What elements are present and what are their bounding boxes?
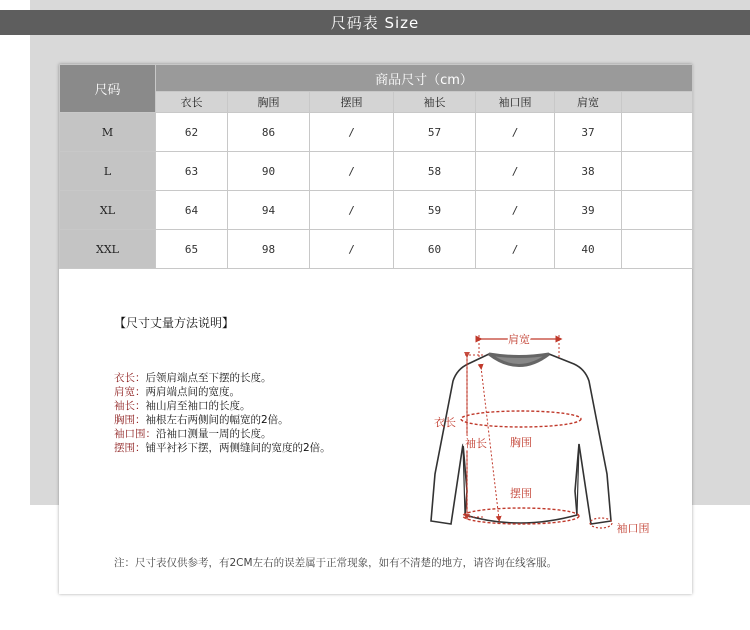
size-label: M xyxy=(60,113,156,152)
instruction-label: 胸围： xyxy=(114,414,146,426)
table-cell: 39 xyxy=(555,191,622,230)
table-cell: / xyxy=(476,191,555,230)
diagram-label-shoulder: 肩宽 xyxy=(508,333,530,346)
instructions-list xyxy=(114,371,404,455)
table-cell: 64 xyxy=(156,191,228,230)
size-table xyxy=(59,64,693,269)
table-cell: 58 xyxy=(394,152,476,191)
column-header: 袖口围 xyxy=(476,92,555,113)
instruction-item xyxy=(114,371,404,385)
instruction-item xyxy=(114,413,404,427)
instruction-label: 肩宽： xyxy=(114,386,146,398)
column-header-empty xyxy=(622,92,693,113)
table-cell: 60 xyxy=(394,230,476,269)
table-cell: / xyxy=(310,230,394,269)
size-label: L xyxy=(60,152,156,191)
instruction-text: 袖山肩至袖口的长度。 xyxy=(145,400,251,412)
table-cell xyxy=(622,113,693,152)
size-label: XXL xyxy=(60,230,156,269)
table-cell: 65 xyxy=(156,230,228,269)
table-cell: 90 xyxy=(228,152,310,191)
instruction-text: 沿袖口测量一周的长度。 xyxy=(156,428,272,440)
instructions-title: 【尺寸丈量方法说明】 xyxy=(114,316,235,330)
diagram-label-length: 衣长 xyxy=(434,416,456,429)
instruction-label: 袖口围： xyxy=(114,428,156,440)
table-cell: 94 xyxy=(228,191,310,230)
table-cell: 86 xyxy=(228,113,310,152)
table-cell: 38 xyxy=(555,152,622,191)
table-cell: / xyxy=(310,191,394,230)
table-cell: / xyxy=(476,113,555,152)
instruction-item xyxy=(114,385,404,399)
diagram-label-sleeve: 袖长 xyxy=(465,437,487,450)
table-cell: / xyxy=(476,230,555,269)
instruction-text: 铺平衬衫下摆，两侧缝间的宽度的2倍。 xyxy=(145,442,331,454)
table-cell: / xyxy=(310,152,394,191)
diagram-label-cuff: 袖口围 xyxy=(616,522,650,535)
instruction-label: 衣长： xyxy=(114,372,146,384)
garment-measure-diagram xyxy=(379,319,650,539)
column-header: 摆围 xyxy=(310,92,394,113)
diagram-label-hem: 摆围 xyxy=(510,487,532,500)
table-cell: 98 xyxy=(228,230,310,269)
diagram-label-chest: 胸围 xyxy=(510,436,532,449)
instruction-label: 袖长： xyxy=(114,400,146,412)
instruction-label: 摆围： xyxy=(114,442,146,454)
table-cell: 40 xyxy=(555,230,622,269)
column-header: 袖长 xyxy=(394,92,476,113)
instruction-item xyxy=(114,399,404,413)
table-row xyxy=(60,113,693,152)
disclaimer-note: 注：尺寸表仅供参考，有2CM左右的误差属于正常现象，如有不清楚的地方，请咨询在线客服。 xyxy=(114,557,558,569)
table-cell: 57 xyxy=(394,113,476,152)
instruction-item xyxy=(114,427,404,441)
page-title: 尺码表 Size xyxy=(0,10,750,35)
size-header: 尺码 xyxy=(60,65,156,113)
table-row xyxy=(60,191,693,230)
table-cell xyxy=(622,230,693,269)
table-cell xyxy=(622,152,693,191)
table-cell xyxy=(622,191,693,230)
instruction-item xyxy=(114,441,404,455)
table-row xyxy=(60,230,693,269)
column-header: 胸围 xyxy=(228,92,310,113)
table-row xyxy=(60,152,693,191)
column-header: 衣长 xyxy=(156,92,228,113)
table-cell: / xyxy=(310,113,394,152)
table-cell: 62 xyxy=(156,113,228,152)
instruction-text: 后领肩端点至下摆的长度。 xyxy=(145,372,272,384)
table-cell: / xyxy=(476,152,555,191)
size-chart-card xyxy=(59,64,692,594)
table-cell: 37 xyxy=(555,113,622,152)
instruction-text: 两肩端点间的宽度。 xyxy=(145,386,240,398)
table-cell: 63 xyxy=(156,152,228,191)
table-cell: 59 xyxy=(394,191,476,230)
size-label: XL xyxy=(60,191,156,230)
instruction-text: 袖根左右两侧间的幅宽的2倍。 xyxy=(145,414,289,426)
dimension-group-header: 商品尺寸（cm） xyxy=(156,65,693,92)
column-header: 肩宽 xyxy=(555,92,622,113)
